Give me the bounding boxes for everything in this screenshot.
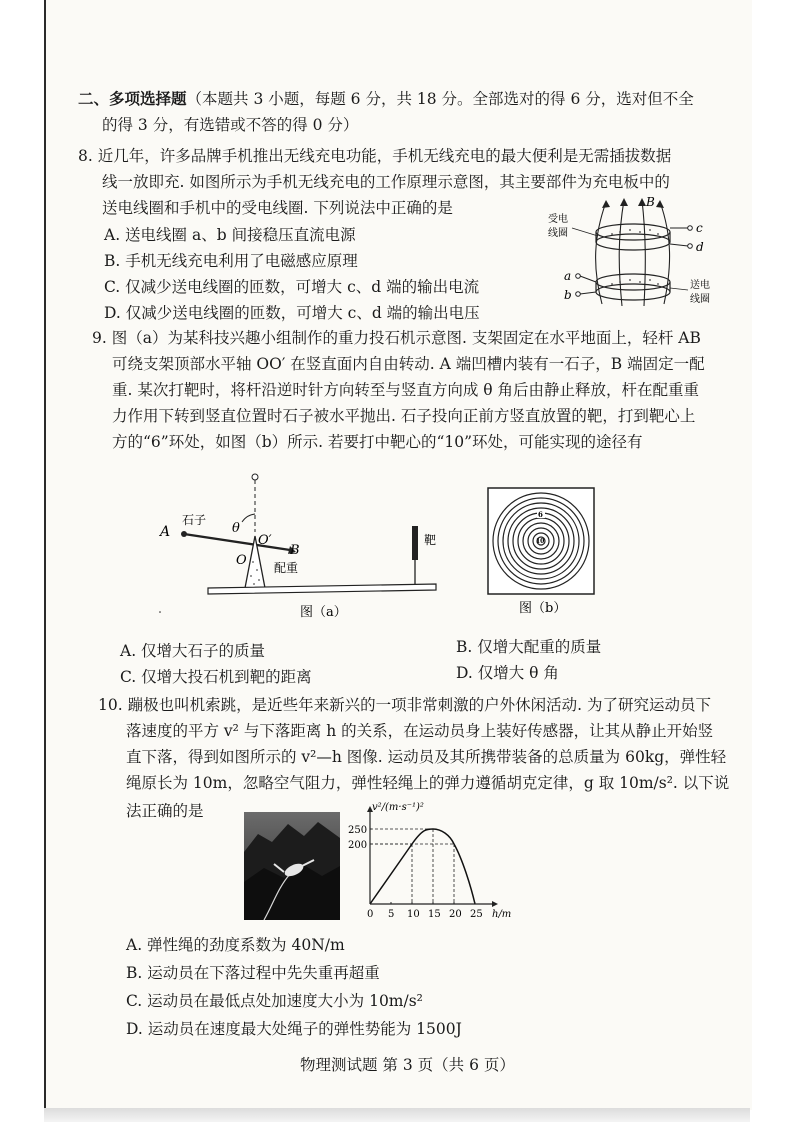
q10-option-b[interactable]: B. 运动员在下落过程中先失重再超重	[126, 964, 380, 982]
section-heading: 二、多项选择题	[78, 89, 187, 108]
q9-stem-line-1	[92, 327, 701, 349]
q9-option-d[interactable]: D. 仅增大 θ 角	[456, 664, 559, 682]
q10-stem-line-2: 落速度的平方 v² 与下落距离 h 的关系，在运动员身上装好传感器，让其从静止开始竖	[126, 722, 714, 740]
q9-number: 9.	[92, 329, 107, 347]
x-axis-label: h/m	[492, 909, 512, 920]
q9-stem-line-3: 重. 某次打靶时，将杆沿逆时针方向转至与竖直方向成 θ 角后由静止释放，杆在配重重	[112, 381, 700, 399]
y-tick-label: 250	[348, 825, 368, 836]
q8-option-c[interactable]: C. 仅减少送电线圈的匝数，可增大 c、d 端的输出电流	[104, 278, 480, 296]
label-counterweight: 配重	[274, 561, 299, 575]
x-tick-label: 0	[367, 909, 374, 920]
q9-stem-line-4: 力作用下转到竖直位置时石子被水平抛出. 石子投向正前方竖直放置的靶，打到靶心上	[112, 407, 696, 425]
q9-option-b[interactable]: B. 仅增大配重的质量	[456, 638, 602, 656]
section-instructions: （本题共 3 小题，每题 6 分，共 18 分。全部选对的得 6 分，选对但不全	[186, 90, 694, 108]
send-coil-label-1: 送电	[690, 280, 710, 291]
terminal-b: b	[564, 288, 572, 302]
q10-stem-1: 蹦极也叫机索跳，是近些年来新兴的一项非常刺激的户外休闲活动. 为了研究运动员下	[127, 696, 711, 714]
x-tick-label: 25	[470, 909, 483, 920]
q8-option-b[interactable]: B. 手机无线充电利用了电磁感应原理	[104, 252, 358, 270]
receive-coil-label-1: 受电	[548, 214, 568, 225]
x-tick-label: 5	[388, 909, 395, 920]
bungee-photo	[244, 812, 340, 920]
target-rings-figure	[486, 486, 596, 616]
section-header	[78, 88, 694, 110]
q10-stem-line-5: 法正确的是	[126, 802, 204, 820]
label-target: 靶	[424, 533, 437, 547]
q8-option-a[interactable]: A. 送电线圈 a、b 间接稳压直流电源	[104, 226, 356, 244]
wireless-charging-figure	[540, 196, 730, 314]
q10-stem-line-3: 直下落，得到如图所示的 v²—h 图像. 运动员及其所携带装备的总质量为 60kg，弹性轻	[126, 748, 727, 766]
q8-stem-line-1	[78, 145, 671, 167]
q9-option-c[interactable]: C. 仅增大投石机到靶的距离	[120, 668, 312, 686]
label-oprime: O′	[258, 533, 272, 548]
label-stone: 石子	[182, 513, 207, 527]
q10-stem-line-1	[98, 694, 711, 716]
q10-number: 10.	[98, 696, 123, 714]
x-axis-arrow	[492, 901, 498, 907]
label-b: B	[290, 543, 300, 558]
q9-stem-line-2: 可绕支架顶部水平轴 OO′ 在竖直面内自由转动. A 端凹槽内装有一石子，B 端固定一配	[112, 355, 705, 373]
x-tick-label: 20	[449, 909, 462, 920]
q8-option-d[interactable]: D. 仅减少送电线圈的匝数，可增大 c、d 端的输出电压	[104, 304, 480, 322]
label-a: A	[160, 524, 171, 540]
page-footer: 物理测试题 第 3 页（共 6 页）	[300, 1056, 515, 1074]
caption-fig-b: 图（b）	[519, 601, 567, 616]
field-label-b: B	[646, 196, 655, 209]
label-o: O	[236, 553, 247, 568]
q10-option-a[interactable]: A. 弹性绳的劲度系数为 40N/m	[126, 936, 345, 954]
q8-stem-line-2: 线一放即充. 如图所示为手机无线充电的工作原理示意图，其主要部件为充电板中的	[102, 173, 670, 191]
q9-stem-line-5: 方的“6”环处，如图（b）所示. 若要打中靶心的“10”环处，可能实现的途径有	[112, 433, 643, 451]
y-tick-label: 200	[348, 840, 368, 851]
series-line	[370, 829, 475, 904]
q10-option-d[interactable]: D. 运动员在速度最大处绳子的弹性势能为 1500J	[126, 1020, 462, 1038]
q10-option-c[interactable]: C. 运动员在最低点处加速度大小为 10m/s²	[126, 992, 423, 1010]
page-bottom-edge	[44, 1108, 750, 1122]
q8-stem-line-3: 送电线圈和手机中的受电线圈. 下列说法中正确的是	[102, 199, 453, 217]
q9-option-a[interactable]: A. 仅增大石子的质量	[120, 642, 266, 660]
ring-6-label: 6	[538, 510, 543, 519]
q10-stem-line-4: 绳原长为 10m，忽略空气阻力，弹性轻绳上的弹力遵循胡克定律，g 取 10m/s². 以下说	[126, 774, 730, 792]
label-theta: θ	[232, 521, 240, 536]
trebuchet-figure	[150, 466, 450, 626]
ring-10-label: 10	[536, 538, 545, 545]
terminal-a: a	[564, 269, 572, 283]
y-axis-label: v²/(m·s⁻¹)²	[372, 802, 424, 813]
send-coil-label-2: 线圈	[690, 294, 710, 305]
q8-number: 8.	[78, 147, 93, 165]
receive-coil-label-2: 线圈	[548, 228, 568, 239]
terminal-c: c	[696, 221, 703, 235]
x-tick-label: 10	[407, 909, 420, 920]
q8-stem-1: 近几年，许多品牌手机推出无线充电功能，手机无线充电的最大便利是无需插拔数据	[97, 147, 672, 165]
x-tick-label: 15	[428, 909, 441, 920]
q9-stem-1: 图（a）为某科技兴趣小组制作的重力投石机示意图. 支架固定在水平地面上，轻杆 AB	[111, 329, 701, 347]
v2-h-chart	[346, 800, 526, 924]
caption-fig-a: 图（a）	[300, 605, 347, 620]
terminal-d: d	[696, 240, 704, 254]
section-instructions-cont: 的得 3 分，有选错或不答的得 0 分）	[102, 116, 359, 134]
